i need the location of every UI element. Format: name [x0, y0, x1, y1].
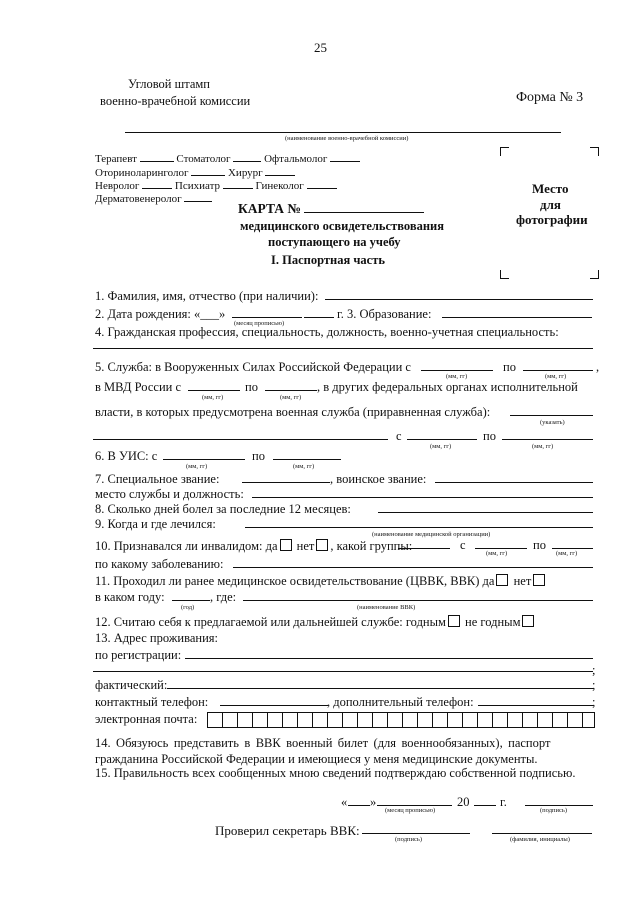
birth-year-input[interactable] — [304, 317, 334, 318]
field-15: 15. Правильность всех сообщенных мною сведений подтверждаю собственной подписью. — [95, 766, 576, 780]
spec-neurologist: Невролог — [95, 180, 140, 192]
semicolon: ; — [592, 663, 596, 677]
po-label: по — [503, 360, 516, 374]
group-label: , какой группы: — [330, 539, 413, 553]
add-phone-input[interactable] — [478, 705, 593, 706]
field-10-label: 10. Признавался ли инвалидом: да — [95, 539, 278, 553]
registration-input-2[interactable] — [93, 671, 593, 672]
vvk-caption: (наименование ВВК) — [357, 604, 416, 611]
mm-gg-caption: (мм, гг) — [186, 463, 208, 470]
field-11-row — [95, 574, 547, 589]
year-g: г. — [500, 795, 507, 809]
prior-exam-yes-checkbox[interactable] — [496, 574, 508, 586]
no-label: нет — [296, 539, 315, 553]
field-13-label: 13. Адрес проживания: — [95, 631, 219, 645]
vvk-input[interactable] — [243, 600, 593, 601]
secretary-name-caption: (фамилия, инициалы) — [510, 836, 570, 843]
field-12-row — [95, 615, 536, 630]
mvd-rest: , в других федеральных органах исполнительной — [317, 380, 578, 394]
treatment-input[interactable] — [245, 527, 593, 528]
po-label: по — [252, 449, 265, 463]
spec-ophthalmologist: Офтальмолог — [264, 153, 328, 165]
spec-dermatologist: Дерматовенеролог — [95, 193, 182, 205]
mvd-from-input[interactable] — [188, 390, 240, 391]
fit-checkbox[interactable] — [448, 615, 460, 627]
photo-label-1: Место — [532, 181, 569, 196]
day-input[interactable] — [348, 805, 370, 806]
section-title: I. Паспортная часть — [271, 253, 385, 267]
uis-to-input[interactable] — [273, 459, 341, 460]
semicolon: ; — [592, 695, 596, 709]
signature-caption: (подпись) — [540, 807, 567, 814]
mvd-label: в МВД России с — [95, 380, 182, 394]
phone-label: контактный телефон: — [95, 695, 209, 709]
form-label: Форма № 3 — [516, 90, 584, 105]
po-label: по — [483, 429, 496, 443]
spec-gynecologist: Гинеколог — [255, 180, 304, 192]
commission-caption: (наименование военно-врачебной комиссии) — [285, 135, 409, 142]
field-1-input[interactable] — [325, 299, 593, 300]
year-input[interactable] — [172, 600, 210, 601]
field-7-label: 7. Специальное звание: — [95, 472, 220, 486]
armed-forces-from-input[interactable] — [421, 370, 493, 371]
place-label: место службы и должность: — [95, 487, 244, 501]
year-20: 20 — [457, 795, 470, 809]
specialists-row3 — [95, 179, 337, 192]
field-2-year: г. 3. Образование: — [337, 307, 432, 321]
no-label: нет — [513, 574, 532, 588]
stamp-line1: Угловой штамп — [128, 77, 211, 91]
photo-corner-tr — [590, 147, 599, 156]
field-2-label: 2. Дата рождения: «___» — [95, 307, 226, 321]
commission-line[interactable] — [125, 132, 561, 133]
date-open: « — [341, 795, 348, 809]
vlast-label: власти, в которых предусмотрена военная служба (приравненная служба): — [95, 405, 491, 419]
group-input[interactable] — [398, 548, 450, 549]
comma: , — [596, 360, 600, 374]
field-9-label: 9. Когда и где лечился: — [95, 517, 216, 531]
po-label: по — [245, 380, 258, 394]
photo-corner-tl — [500, 147, 509, 156]
field-10-row — [95, 539, 412, 554]
special-rank-input[interactable] — [242, 482, 330, 483]
mvd-to-input[interactable] — [265, 390, 317, 391]
year-caption: (год) — [181, 604, 195, 611]
not-fit-label: не годным — [465, 615, 521, 629]
where-label: , где: — [210, 590, 237, 604]
disease-label: по какому заболеванию: — [95, 557, 224, 571]
photo-label-3: фотографии — [516, 212, 588, 227]
not-fit-checkbox[interactable] — [522, 615, 534, 627]
specialists-row1 — [95, 152, 360, 165]
mm-gg-caption: (мм, гг) — [556, 550, 578, 557]
field-1-label: 1. Фамилия, имя, отчество (при наличии): — [95, 289, 319, 303]
registration-input[interactable] — [185, 658, 593, 659]
field-5-label: 5. Служба: в Вооруженных Силах Российской Федерации с — [95, 360, 411, 374]
registration-label: по регистрации: — [95, 648, 182, 662]
mm-gg-caption: (мм, гг) — [202, 394, 224, 401]
stamp-line2: военно-врачебной комиссии — [100, 94, 251, 108]
specialists-row2 — [95, 166, 295, 179]
page-number: 25 — [314, 40, 327, 55]
military-rank-label: , воинское звание: — [330, 472, 427, 486]
actual-address-input[interactable] — [167, 688, 593, 689]
month-caption: (месяц прописью) — [385, 807, 436, 814]
disability-to-input[interactable] — [552, 548, 593, 549]
uis-from-input[interactable] — [163, 459, 245, 460]
spec-surgeon: Хирург — [227, 167, 263, 179]
disease-input[interactable] — [233, 567, 593, 568]
photo-label-2: для — [540, 197, 561, 212]
prior-exam-no-checkbox[interactable] — [533, 574, 545, 586]
mm-gg-caption: (мм, гг) — [280, 394, 302, 401]
specialists-row4 — [95, 192, 212, 205]
birth-month-input[interactable] — [232, 317, 302, 318]
photo-corner-br — [590, 270, 599, 279]
education-input[interactable] — [442, 317, 592, 318]
s-label: с — [396, 429, 402, 443]
signature-input[interactable] — [525, 805, 593, 806]
ukazat-caption: (указать) — [540, 419, 565, 426]
card-subtitle-1: медицинского освидетельствования — [240, 219, 444, 233]
spec-psychiatrist: Психиатр — [174, 180, 221, 192]
card-subtitle-2: поступающего на учебу — [268, 235, 401, 249]
disabled-yes-checkbox[interactable] — [280, 539, 292, 551]
military-rank-input[interactable] — [435, 482, 593, 483]
field-11-label: 11. Проходил ли ранее медицинское освидетельствование (ЦВВК, ВВК) да — [95, 574, 495, 588]
field-14-line1: 14. Обязуюсь представить в ВВК военный билет (для военнообязанных), паспорт — [95, 736, 551, 750]
field-8-label: 8. Сколько дней болел за последние 12 месяцев: — [95, 502, 351, 516]
email-label: электронная почта: — [95, 712, 198, 726]
spec-therapist: Терапевт — [95, 153, 137, 165]
secretary-signature-input[interactable] — [362, 833, 470, 834]
place-input[interactable] — [252, 497, 593, 498]
mm-gg-caption: (мм, гг) — [486, 550, 508, 557]
add-phone-label: , дополнительный телефон: — [327, 695, 474, 709]
mm-gg-caption: (мм, гг) — [293, 463, 315, 470]
phone-input[interactable] — [220, 705, 328, 706]
po-label: по — [533, 538, 546, 552]
other-from-input[interactable] — [407, 439, 477, 440]
s-label: с — [460, 538, 466, 552]
sick-days-input[interactable] — [378, 512, 593, 513]
disabled-no-checkbox[interactable] — [316, 539, 328, 551]
spec-ent: Оториноларинголог — [95, 167, 189, 179]
photo-corner-bl — [500, 270, 509, 279]
which-year-label: в каком году: — [95, 590, 165, 604]
other-to-input[interactable] — [502, 439, 593, 440]
month-input[interactable] — [377, 805, 452, 806]
other-service-input[interactable] — [510, 415, 593, 416]
actual-address-label: фактический: — [95, 678, 168, 692]
mm-gg-caption: (мм, гг) — [430, 443, 452, 450]
secretary-name-input[interactable] — [492, 833, 592, 834]
spec-dentist: Стоматолог — [176, 153, 231, 165]
field-6-label: 6. В УИС: с — [95, 449, 158, 463]
card-title: КАРТА № — [238, 202, 424, 217]
email-input-cells[interactable] — [207, 712, 595, 728]
armed-forces-to-input[interactable] — [523, 370, 593, 371]
field-4-label: 4. Гражданская профессия, специальность, должность, военно-учетная специальность: — [95, 325, 559, 339]
checked-by-label: Проверил секретарь ВВК: — [215, 823, 360, 838]
semicolon: ; — [592, 678, 596, 692]
other-service-input-2[interactable] — [93, 439, 388, 440]
secretary-signature-caption: (подпись) — [395, 836, 422, 843]
birth-month-caption: (месяц прописью) — [234, 320, 285, 327]
date-close: » — [370, 795, 377, 809]
mm-gg-caption: (мм, гг) — [532, 443, 554, 450]
mm-gg-caption: (мм, гг) — [446, 373, 468, 380]
year-suffix-input[interactable] — [474, 805, 496, 806]
field-4-input[interactable] — [93, 348, 593, 349]
medical-org-caption: (наименование медицинской организации) — [372, 531, 491, 538]
field-12-label: 12. Считаю себя к предлагаемой или дальнейшей службе: годным — [95, 615, 446, 629]
disability-from-input[interactable] — [475, 548, 527, 549]
mm-gg-caption: (мм, гг) — [545, 373, 567, 380]
field-14-line2: гражданина Российской Федерации и имеющиеся у меня медицинские документы. — [95, 752, 538, 766]
